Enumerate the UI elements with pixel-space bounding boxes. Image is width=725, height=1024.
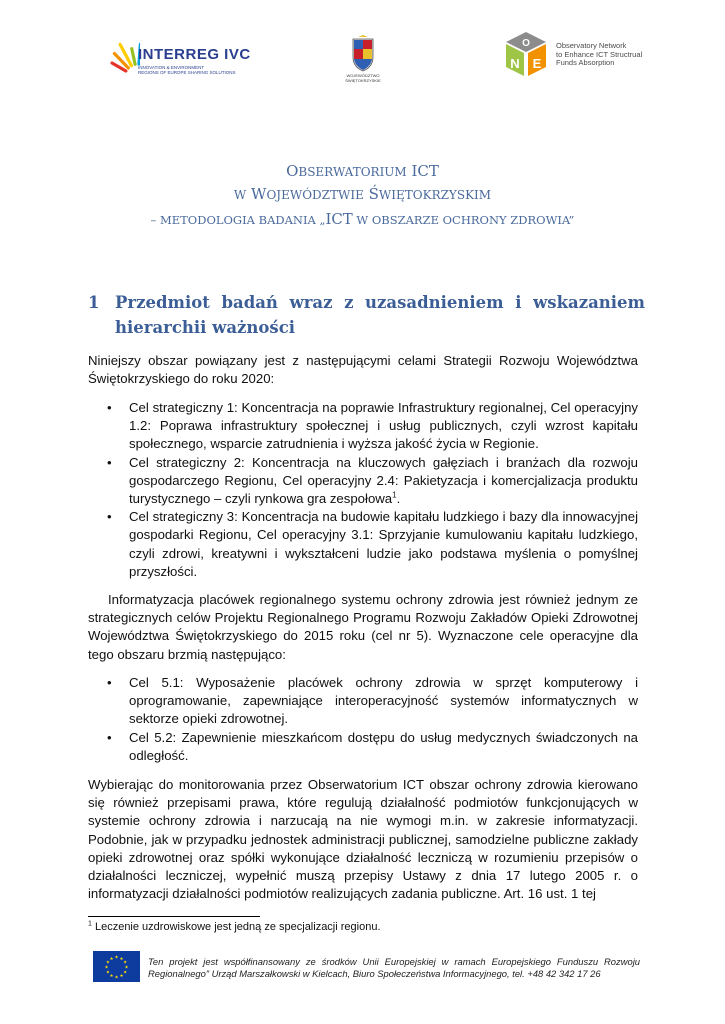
- list-item-text: Cel strategiczny 3: Koncentracja na budowie kapitału ludzkiego i bazy dla innowacyjnej gospodarki Regionu, Cel operacyjny 3.1: Sprzyjanie kumulowaniu kapitału ludzkiego, czyli zdrowi, kreatywni i wykształceni ludzie jako podstawa myślenia o pomyślnej przyszłości.: [129, 509, 638, 579]
- eu-star: ★: [109, 973, 114, 979]
- title-line-3: [60, 210, 665, 228]
- footnote: [88, 921, 381, 933]
- list-item: [88, 508, 638, 581]
- eu-star: ★: [104, 964, 109, 970]
- bullet-icon: •: [107, 509, 112, 525]
- footnote-text: Leczenie uzdrowiskowe jest jedną ze specjalizacji regionu.: [91, 921, 381, 933]
- one-observatory-logo: [498, 30, 658, 86]
- paragraph-intro: Niniejszy obszar powiązany jest z następującymi celami Strategii Rozwoju Województwa Świętokrzyskiego do roku 2020:: [88, 353, 638, 387]
- section-number: 1: [88, 293, 100, 312]
- section-title: Przedmiot badań wraz z uzasadnieniem i wskazaniem hierarchii ważności: [115, 293, 645, 337]
- title-ict-2: ICT: [325, 210, 353, 228]
- eu-star: ★: [105, 959, 110, 965]
- title-line-2: [60, 185, 665, 203]
- list-item-text: Cel strategiczny 2: Koncentracja na kluczowych gałęziach i branżach dla rozwoju gospodarczego Regionu, Cel operacyjny 2.4: Pakietyzacja i komercjalizacja produktu turystycznego – czyli rynkowa gra zespołowa: [129, 454, 638, 507]
- swirl-ray: [132, 49, 135, 65]
- bullet-icon: •: [107, 400, 112, 415]
- interreg-logo-name: INTERREG IVC: [138, 46, 251, 63]
- bullet-icon: •: [107, 454, 112, 470]
- list-item: • Cel strategiczny 2: Koncentracja na kluczowych gałęziach i branżach dla rozwoju gospodarczego Regionu, Cel operacyjny 2.4: Pakietyzacja i komercjalizacja produktu turystycznego – czyli rynkowa gra zespołowa$^1$.: [107, 454, 638, 507]
- list-item-text: Cel 5.1: Wyposażenie placówek ochrony zdrowia w sprzęt komputerowy i oprogramowanie, zapewniające interoperacyjność systemów informatycznych w sektorze opieki zdrowotnej.: [129, 675, 638, 727]
- footnote-ref[interactable]: 1: [392, 490, 397, 500]
- bullet-icon: •: [107, 675, 112, 690]
- footnote-number: 1: [88, 920, 92, 928]
- one-letter-o: O: [522, 38, 530, 49]
- eu-star: ★: [123, 959, 128, 965]
- title-line-1: [60, 162, 665, 180]
- list-item-text: Cel strategiczny 1: Koncentracja na poprawie Infrastruktury regionalnej, Cel operacyjny 1.2: Poprawa infrastruktury społecznej i usług publicznych, czyli wzrost kapitału społecznego, wsparcie zatrudnienia i wyższa jakość życia w Regionie.: [129, 400, 638, 452]
- one-letter-e: E: [532, 56, 542, 71]
- title-initial-3: Ś: [368, 185, 379, 203]
- title-ict: ICT: [411, 162, 439, 180]
- list-item: [88, 729, 638, 765]
- title-smallcaps: BSERWATORIUM: [298, 165, 407, 179]
- list-item: [88, 674, 638, 729]
- list-item-text: Cel 5.2: Zapewnienie mieszkańcom dostępu do usług medycznych świadczonych na odległość.: [129, 729, 638, 763]
- eu-star: ★: [124, 964, 129, 970]
- strategy-goals-list: [88, 399, 638, 581]
- eu-flag-icon: [93, 951, 140, 982]
- title-initial-2: W: [251, 185, 267, 203]
- eu-star: ★: [105, 969, 110, 975]
- swietokrzyskie-coat-of-arms: [340, 35, 386, 87]
- title-smallcaps-2: OJEWÓDZTWIE: [266, 188, 364, 202]
- one-letter-n: N: [510, 56, 520, 71]
- coat-of-arms-icon: [340, 35, 386, 73]
- title-area: W OBSZARZE OCHRONY ZDROWIA”: [352, 213, 575, 227]
- region-caption: WOJEWÓDZTWO ŚWIĘTOKRZYSKIE: [345, 73, 381, 83]
- eu-star: ★: [114, 974, 119, 980]
- one-cube-icon: [498, 30, 554, 86]
- interreg-ivc-logo: [108, 28, 268, 84]
- paragraph-informatization: Informatyzacja placówek regionalnego systemu ochrony zdrowia jest również jednym ze strategicznych celów Projektu Regionalnego Programu Rozwoju Zakładów Opieki Zdrowotnej Województwa Świętokrzyskiego do 2015 roku (cel nr 5). Wyznaczone cele operacyjne dla tego obszaru brzmią następująco:: [88, 592, 638, 662]
- paragraph-legal: Wybierając do monitorowania przez Obserwatorium ICT obszar ochrony zdrowia kierowano się również przepisami prawa, które regulują działalność podmiotów funkcjonujących w systemie ochrony zdrowia i narzucają na nie wymogi m.in. w zakresie informatyzacji. Podobnie, jak w przypadku jednostek administracji publicznej, samodzielne publiczne zakłady opieki zdrowotnej oraz spółki wykonujące działalność leczniczą w rozumieniu przepisów o działalności leczniczej, wypełnić muszą przepisy Ustawy z dnia 17 lutego 2005 r. o informatyzacji działalności podmiotów realizujących zadania publiczne. Art. 16 ust. 1 tej: [88, 777, 638, 902]
- title-methodology: – METODOLOGIA BADANIA „: [150, 213, 326, 227]
- list-item: [88, 399, 638, 454]
- eu-star: ★: [123, 969, 128, 975]
- footnote-separator: [88, 916, 260, 917]
- title-smallcaps-3: WIĘTOKRZYSKIM: [378, 188, 492, 202]
- bullet-icon: •: [107, 729, 112, 745]
- eu-star: ★: [119, 955, 124, 961]
- title-initial: O: [286, 162, 299, 180]
- footer-funding-note: Ten projekt jest współfinansowany ze środków Unii Europejskiej w ramach Europejskiego Funduszu Rozwoju Regionalnego” Urząd Marszałkowski w Kielcach, Biuro Społeczeństwa Informacyjnego, tel. +48 42 342 17 26: [148, 956, 640, 979]
- title-w: W: [233, 188, 247, 202]
- one-logo-text: Observatory Network to Enhance ICT Structrual Funds Absorption: [556, 41, 643, 67]
- operational-goals-list: [88, 674, 638, 765]
- eu-star: ★: [119, 973, 124, 979]
- eu-star: ★: [114, 954, 119, 960]
- interreg-swirl-icon: [108, 28, 140, 84]
- interreg-logo-subtitle: INNOVATION & ENVIRONMENT REGIONS OF EUROPE SHARING SOLUTIONS: [138, 65, 236, 75]
- eu-star: ★: [109, 955, 114, 961]
